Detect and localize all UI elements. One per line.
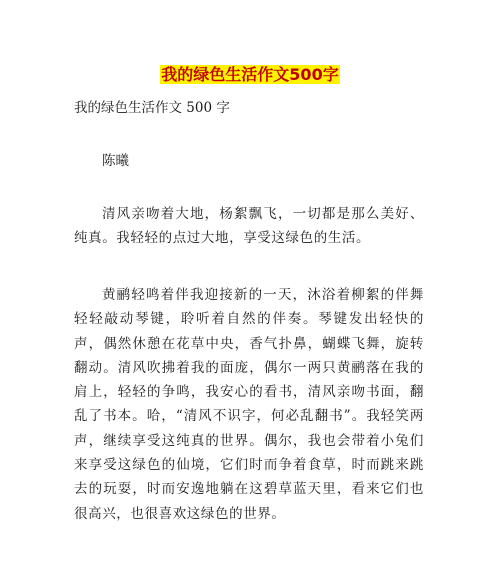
author-name: 陈曦 — [102, 153, 129, 169]
document-title-text: 我的绿色生活作文500字 — [161, 65, 339, 84]
paragraph-2: 黄鹂轻鸣着伴我迎接新的一天，沐浴着柳絮的伴舞轻轻敲动琴键，聆听着自然的伴奏。琴键发出轻快的声，偶然休憩在花草中央，香气扑鼻，蝴蝶飞舞，旋转翻动。清风吹拂着我的面庞，偶尔一两只黄鹂落在我的肩上，轻轻的争鸣，我安心的看书，清风亲吻书面，翻乱了书本。哈，“清风不识字，何必乱翻书”。我轻笑两声，继续享受这纯真的世界。偶尔，我也会带着小兔们来享受这绿色的仙境，它们时而争着食草，时而跳来跳去的玩耍，时而安逸地躺在这碧草蓝天里，看来它们也很高兴，也很喜欢这绿色的世界。 — [74, 287, 424, 522]
document-title — [0, 63, 500, 87]
paragraph-1: 清风亲吻着大地，杨絮飘飞，一切都是那么美好、纯真。我轻轻的点过大地，享受这绿色的生活。 — [74, 206, 424, 247]
document-subtitle: 我的绿色生活作文 500 字 — [74, 100, 230, 116]
